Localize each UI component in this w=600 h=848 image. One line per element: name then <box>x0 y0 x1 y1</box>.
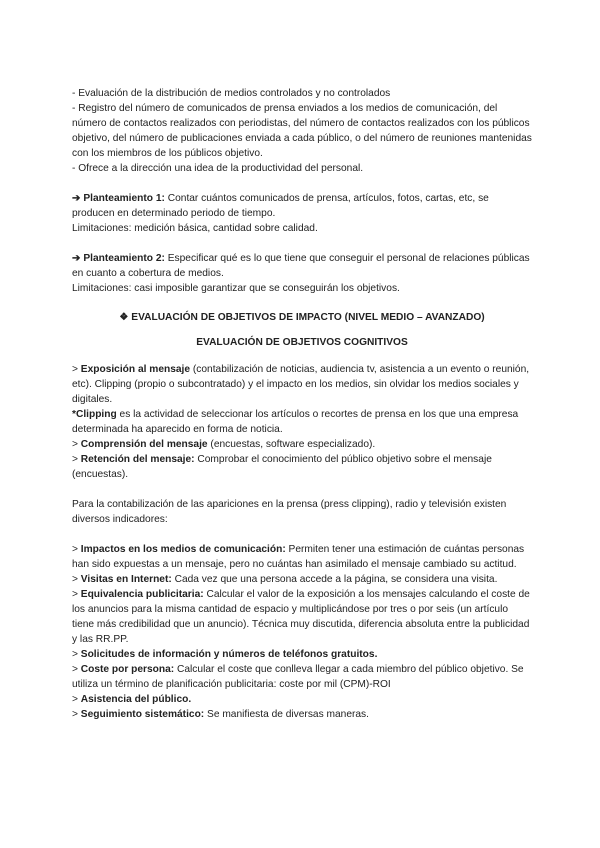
list-item: > Asistencia del público. <box>72 694 192 705</box>
list-item: > Impactos en los medios de comunicación: Permiten tener una estimación de cuántas personas han sido expuestas a un mensaje, pero no cuántas han asimilado el mensaje cambiado su actitud. <box>72 544 525 570</box>
intro-paragraph: Para la contabilización de las apariciones en la prensa (press clipping), radio y televisión existen diversos indicadores: <box>72 499 507 525</box>
list-item: > Retención del mensaje: Comprobar el conocimiento del público objetivo sobre el mensaje (encuestas). <box>72 454 492 480</box>
approach-2 <box>72 251 532 281</box>
subsection-heading: EVALUACIÓN DE OBJETIVOS COGNITIVOS <box>196 337 408 348</box>
list-item: - Evaluación de la distribución de medios controlados y no controlados <box>72 88 391 99</box>
list-item: > Equivalencia publicitaria: Calcular el valor de la exposición a los mensajes calculando el coste de los anuncios para la misma cantidad de espacio y multiplicándose por tres o por seis (un artículo tiene más credibilidad que un anuncio). Técnica muy discutida, diferencia absoluta entre la publicidad y las RR.PP. <box>72 589 530 645</box>
list-item: > Comprensión del mensaje (encuestas, software especializado). <box>72 439 376 450</box>
list-item: > Coste por persona: Calcular el coste que conlleva llegar a cada miembro del público objetivo. Se utiliza un término de planificación publicitaria: coste por mil (CPM)-ROI <box>72 664 524 690</box>
approach-limit: Limitaciones: medición básica, cantidad sobre calidad. <box>72 223 318 234</box>
section-heading: ❖ EVALUACIÓN DE OBJETIVOS DE IMPACTO (NIVEL MEDIO – AVANZADO) <box>119 312 485 323</box>
approach-text: Especificar qué es lo que tiene que conseguir el personal de relaciones públicas en cuanto a cobertura de medios. <box>72 253 530 279</box>
approach-label: Planteamiento 1: <box>83 193 165 204</box>
approach-text: Contar cuántos comunicados de prensa, artículos, fotos, cartas, etc, se producen en determinado periodo de tiempo. <box>72 193 489 219</box>
approach-1 <box>72 191 532 221</box>
list-item: - Ofrece a la dirección una idea de la productividad del personal. <box>72 163 364 174</box>
document-page <box>72 86 532 722</box>
list-item: > Exposición al mensaje (contabilización de noticias, audiencia tv, asistencia a un evento o reunión, etc). Clipping (propio o subcontratado) y el impacto en los medios, sin olvidar los medios sociales y digitales. <box>72 364 530 405</box>
list-item: *Clipping es la actividad de seleccionar los artículos o recortes de prensa en los que una empresa determinada ha aparecido en forma de noticia. <box>72 409 519 435</box>
list-item: > Seguimiento sistemático: Se manifiesta de diversas maneras. <box>72 709 369 720</box>
approach-label: Planteamiento 2: <box>83 253 165 264</box>
list-item: > Solicitudes de información y números de teléfonos gratuitos. <box>72 649 378 660</box>
arrow-icon: ➔ <box>72 193 81 204</box>
arrow-icon: ➔ <box>72 253 81 264</box>
approach-limit: Limitaciones: casi imposible garantizar que se conseguirán los objetivos. <box>72 283 400 294</box>
list-item: > Visitas en Internet: Cada vez que una persona accede a la página, se considera una visita. <box>72 574 498 585</box>
list-item: - Registro del número de comunicados de prensa enviados a los medios de comunicación, del número de contactos realizados con periodistas, del número de contactos realizados con los públicos objetivo, del número de publicaciones enviada a cada público, o del número de reuniones mantenidas con los miembros de los públicos objetivo. <box>72 103 532 159</box>
